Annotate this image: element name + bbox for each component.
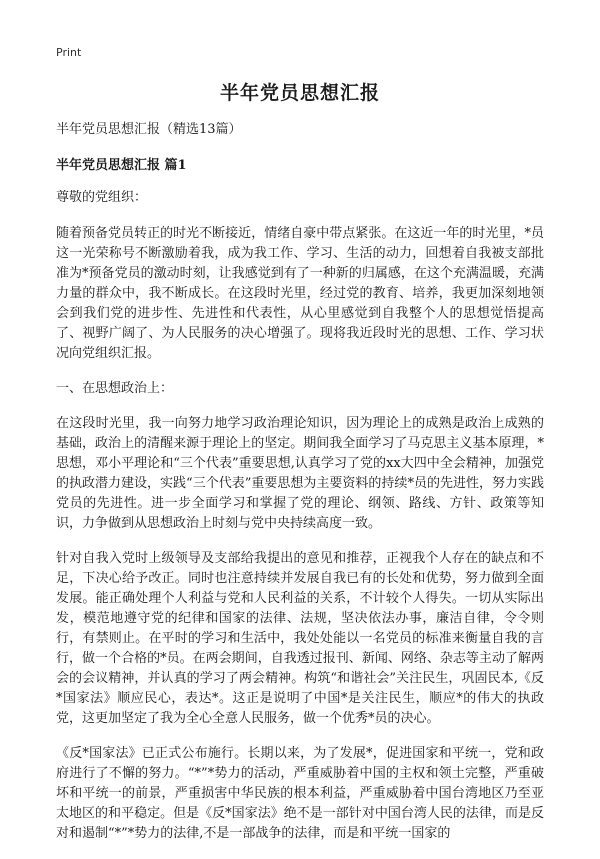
paragraph-self-improvement: 针对自我入党时上级领导及支部给我提出的意见和推荐，正视我个人存在的缺点和不足，下决心给予改正。同时也注意持续并发展自我已有的长处和优势，努力做到全面发展。能正确处理个人利益与党和人民利益的关系，不计较个人得失。一切从实际出发，模范地遵守党的纪律和国家的法律、法规，坚决依法办事，廉洁自律，令令则行，有禁则止。在平时的学习和生活中，我处处能以一名党员的标准来衡量自我的言行，做一个合格的*员。在两会期间，自我透过报刊、新闻、网络、杂志等主动了解两会的会议精神，并认真的学习了两会精神。构筑“和谐社会”关注民生，巩固民本,《反*国家法》顺应民心，表达*。这正是说明了中国*是关注民生，顺应*的伟大的执政党，这更加坚定了我为全心全意人民服务，做一个优秀*员的决心。: [56, 551, 544, 726]
document-subtitle: 半年党员思想汇报（精选13篇）: [56, 122, 242, 137]
subheading-political: 一、在思想政治上：: [56, 381, 174, 396]
paragraph-anti-secession-law: 《反*国家法》已正式公布施行。长期以来，为了发展*，促进国家和平统一，党和政府进行了不懈的努力。“*”*势力的活动，严重威胁着中国的主权和领土完整，严重破坏和平统一的前景，严重损害中华民族的根本利益，严重威胁着中国台湾地区乃至亚太地区的和平稳定。但是《反*国家法》绝不是一部针对中国台湾人民的法律，而是反对和遏制“*”*势力的法律,不是一部战争的法律，而是和平统一国家的: [56, 746, 544, 841]
paragraph-theory-study: 在这段时光里，我一向努力地学习政治理论知识，因为理论上的成熟是政治上成熟的基础，政治上的清醒来源于理论上的坚定。期间我全面学习了马克思主义基本原理，*思想，邓小平理论和“三个代表”重要思想,认真学习了党的xx大四中全会精神，加强党的执政潜力建设，实践“三个代表”重要思想为主要资料的持续*员的先进性，努力实践党员的先进性。进一步全面学习和掌握了党的理论、纲领、路线、方针、政策等知识，力争做到从思想政治上时刻与党中央持续高度一致。: [56, 416, 544, 531]
section-title: 半年党员思想汇报 篇1: [56, 158, 187, 173]
greeting: 尊敬的党组织：: [56, 190, 148, 205]
print-label[interactable]: Print: [56, 46, 82, 59]
document-title: 半年党员思想汇报: [219, 82, 380, 104]
document-body: [56, 120, 544, 859]
paragraph-intro: 随着预备党员转正的时光不断接近，情绪自豪中带点紧张。在这近一年的时光里，*员这一光荣称号不断激励着我，成为我工作、学习、生活的动力，回想着自我被支部批准为*预备党员的激动时刻，让我感觉到有了一种新的归属感，在这个充满温暖，充满力量的群众中，我不断成长。在这段时光里，经过党的教育、培养，我更加深刻地领会到我们党的进步性、先进性和代表性，从心里感觉到自我整个人的思想觉悟提高了、视野广阔了、为人民服务的决心增强了。现将我近段时光的思想、工作、学习状况向党组织汇报。: [56, 226, 544, 361]
